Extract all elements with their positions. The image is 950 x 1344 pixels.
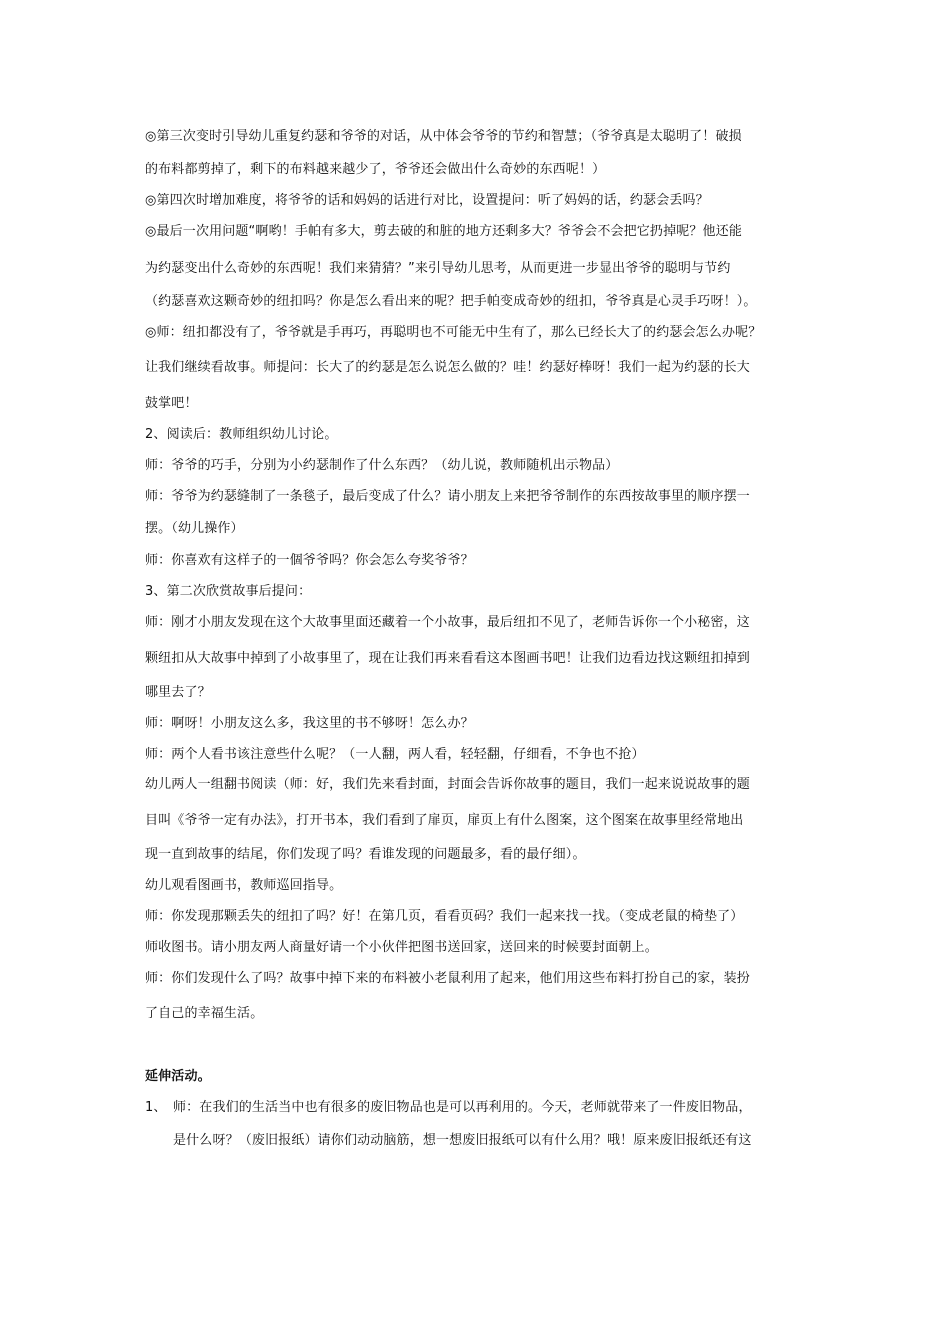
list-item-number: 1、 bbox=[145, 1100, 167, 1115]
text-line: 师：爷爷的巧手，分别为小约瑟制作了什么东西？（幼儿说，教师随机出示物品） bbox=[145, 458, 619, 473]
text-line: ◎第四次时增加难度，将爷爷的话和妈妈的话进行对比，设置提问：听了妈妈的话，约瑟会丢吗？ bbox=[145, 193, 709, 208]
text-line: 现一直到故事的结尾，你们发现了吗？看谁发现的问题最多，看的最仔细）。 bbox=[145, 847, 586, 862]
text-line: （约瑟喜欢这颗奇妙的纽扣吗？你是怎么看出来的呢？把手帕变成奇妙的纽扣，爷爷真是心灵手巧呀！）。 bbox=[145, 294, 757, 309]
text-line: 为约瑟变出什么奇妙的东西呢！我们来猜猜？”来引导幼儿思考，从而更进一步显出爷爷的聪明与节约 bbox=[145, 261, 731, 276]
text-line: 的布料都剪掉了，剩下的布料越来越少了，爷爷还会做出什么奇妙的东西呢！） bbox=[145, 162, 606, 177]
text-line: 师：刚才小朋友发现在这个大故事里面还藏着一个小故事，最后纽扣不见了，老师告诉你一个小秘密，这 bbox=[145, 615, 750, 630]
text-line: 幼儿观看图画书，教师巡回指导。 bbox=[145, 878, 343, 893]
text-line: 哪里去了？ bbox=[145, 685, 211, 700]
text-line: 目叫《爷爷一定有办法》，打开书本，我们看到了扉页，扉页上有什么图案，这个图案在故事里经常地出 bbox=[145, 813, 744, 828]
text-line: ◎最后一次用问题“啊哟！手帕有多大，剪去破的和脏的地方还剩多大？爷爷会不会把它扔掉呢？他还能 bbox=[145, 224, 742, 239]
text-line: ◎第三次变时引导幼儿重复约瑟和爷爷的对话，从中体会爷爷的节约和智慧；（爷爷真是太聪明了！破损 bbox=[145, 129, 742, 144]
list-item-text: 师：在我们的生活当中也有很多的废旧物品也是可以再利用的。今天，老师就带来了一件废旧物品， bbox=[173, 1100, 752, 1115]
text-line: 了自己的幸福生活。 bbox=[145, 1006, 264, 1021]
text-line: 师：两个人看书该注意些什么呢？（一人翻，两人看，轻轻翻，仔细看，不争也不抢） bbox=[145, 747, 645, 762]
list-item-continuation: 是什么呀？（废旧报纸）请你们动动脑筋，想一想废旧报纸可以有什么用？哦！原来废旧报纸还有这 bbox=[173, 1133, 752, 1148]
text-line: ◎师：纽扣都没有了，爷爷就是手再巧，再聪明也不可能无中生有了，那么已经长大了的约瑟会怎么办呢？ bbox=[145, 325, 762, 340]
text-line: 师：你发现那颗丢失的纽扣了吗？好！在第几页，看看页码？我们一起来找一找。（变成老鼠的椅垫了） bbox=[145, 909, 744, 924]
text-line: 师收图书。请小朋友两人商量好请一个小伙伴把图书送回家，送回来的时候要封面朝上。 bbox=[145, 940, 658, 955]
text-line: 鼓掌吧！ bbox=[145, 396, 198, 411]
text-line: 2、阅读后：教师组织幼儿讨论。 bbox=[145, 427, 338, 442]
text-line: 师：你们发现什么了吗？故事中掉下来的布料被小老鼠利用了起来，他们用这些布料打扮自己的家，装扮 bbox=[145, 971, 750, 986]
text-line: 摆。（幼儿操作） bbox=[145, 521, 244, 536]
text-line: 幼儿两人一组翻书阅读（师：好，我们先来看封面，封面会告诉你故事的题目，我们一起来说说故事的题 bbox=[145, 777, 750, 792]
text-line: 3、第二次欣赏故事后提问： bbox=[145, 584, 312, 599]
section-heading: 延伸活动。 bbox=[145, 1069, 211, 1084]
text-line: 让我们继续看故事。师提问：长大了的约瑟是怎么说怎么做的？哇！约瑟好棒呀！我们一起为约瑟的长大 bbox=[145, 360, 750, 375]
list-item bbox=[145, 1099, 752, 1117]
text-line: 师：你喜欢有这样子的一個爷爷吗？你会怎么夸奖爷爷？ bbox=[145, 553, 474, 568]
text-line: 师：爷爷为约瑟缝制了一条毯子，最后变成了什么？请小朋友上来把爷爷制作的东西按故事里的顺序摆一 bbox=[145, 489, 750, 504]
text-line: 颗纽扣从大故事中掉到了小故事里了，现在让我们再来看看这本图画书吧！让我们边看边找这颗纽扣掉到 bbox=[145, 651, 750, 666]
text-line: 师：啊呀！小朋友这么多，我这里的书不够呀！怎么办？ bbox=[145, 716, 474, 731]
